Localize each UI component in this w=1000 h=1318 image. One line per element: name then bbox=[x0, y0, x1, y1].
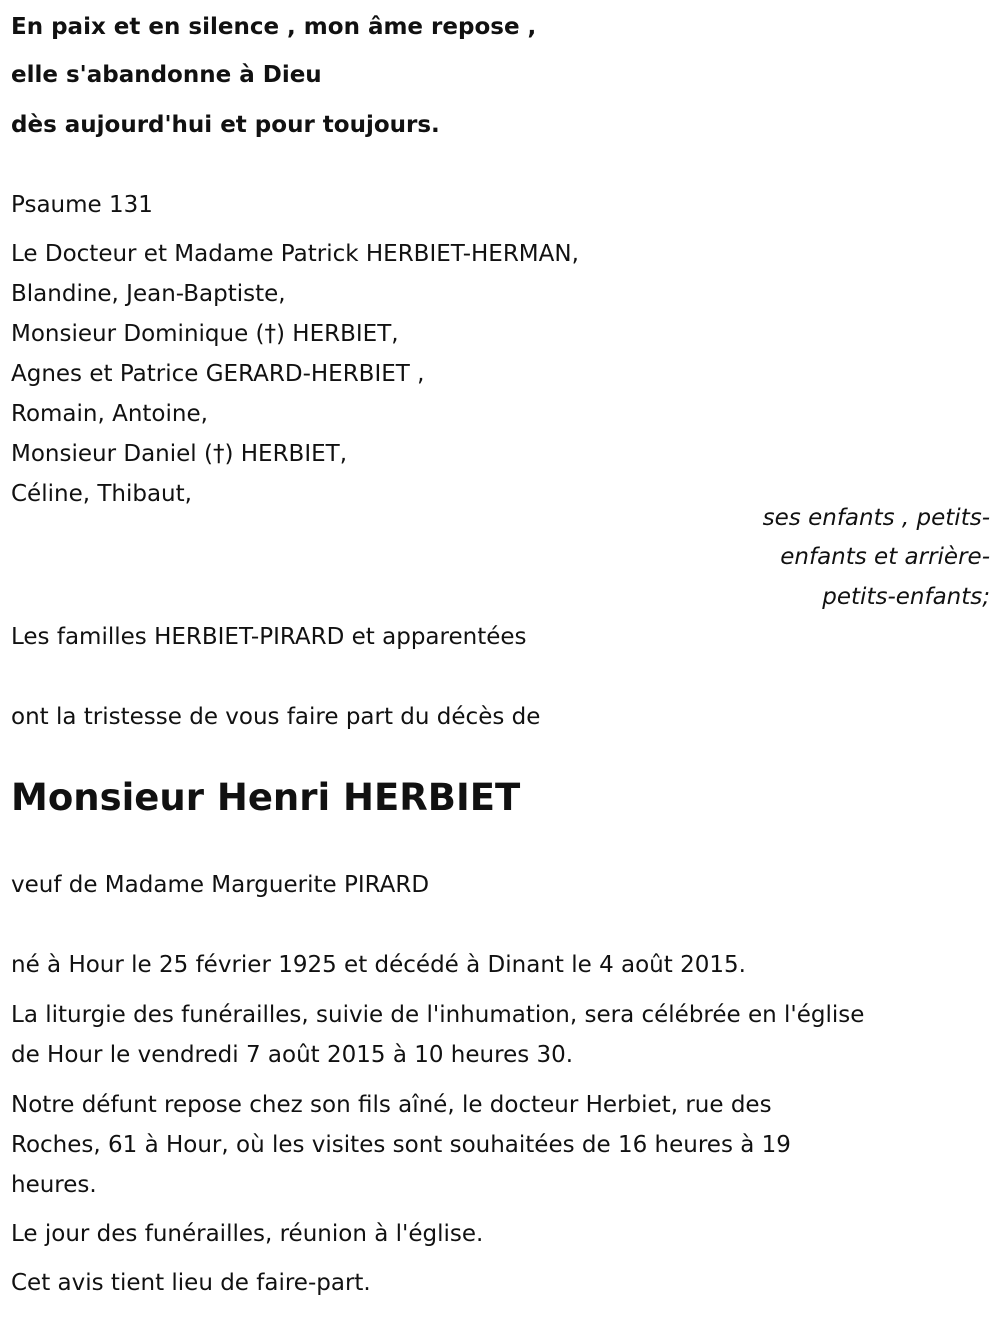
epigraph-line: elle s'abandonne à Dieu bbox=[11, 62, 322, 88]
widower-of: veuf de Madame Marguerite PIRARD bbox=[11, 872, 430, 898]
born-died: né à Hour le 25 février 1925 et décédé à Dinant le 4 août 2015. bbox=[11, 952, 746, 978]
relation-line: ses enfants , petits- bbox=[762, 505, 990, 531]
liturgy-line: La liturgie des funérailles, suivie de l'inhumation, sera célébrée en l'église bbox=[11, 1002, 865, 1028]
deceased-name: Monsieur Henri HERBIET bbox=[11, 776, 521, 819]
epigraph-line: dès aujourd'hui et pour toujours. bbox=[11, 112, 440, 138]
relation-line: petits-enfants; bbox=[822, 584, 990, 610]
family-line: Le Docteur et Madame Patrick HERBIET-HERMAN, bbox=[11, 241, 579, 267]
meeting: Le jour des funérailles, réunion à l'église. bbox=[11, 1221, 484, 1247]
family-line: Blandine, Jean-Baptiste, bbox=[11, 281, 286, 307]
family-line: Monsieur Dominique (†) HERBIET, bbox=[11, 321, 399, 347]
family-line: Monsieur Daniel (†) HERBIET, bbox=[11, 441, 348, 467]
visits-line: heures. bbox=[11, 1172, 97, 1198]
announcement: ont la tristesse de vous faire part du décès de bbox=[11, 704, 541, 730]
families-line: Les familles HERBIET-PIRARD et apparentées bbox=[11, 624, 527, 650]
epigraph-line: En paix et en silence , mon âme repose , bbox=[11, 14, 537, 40]
closing: Cet avis tient lieu de faire-part. bbox=[11, 1270, 371, 1296]
relation-line: enfants et arrière- bbox=[780, 544, 990, 570]
family-line: Céline, Thibaut, bbox=[11, 481, 192, 507]
family-line: Agnes et Patrice GERARD-HERBIET , bbox=[11, 361, 425, 387]
visits-line: Notre défunt repose chez son fils aîné, le docteur Herbiet, rue des bbox=[11, 1092, 772, 1118]
visits-line: Roches, 61 à Hour, où les visites sont souhaitées de 16 heures à 19 bbox=[11, 1132, 791, 1158]
family-line: Romain, Antoine, bbox=[11, 401, 208, 427]
epigraph-source: Psaume 131 bbox=[11, 192, 153, 218]
liturgy-line: de Hour le vendredi 7 août 2015 à 10 heures 30. bbox=[11, 1042, 574, 1068]
